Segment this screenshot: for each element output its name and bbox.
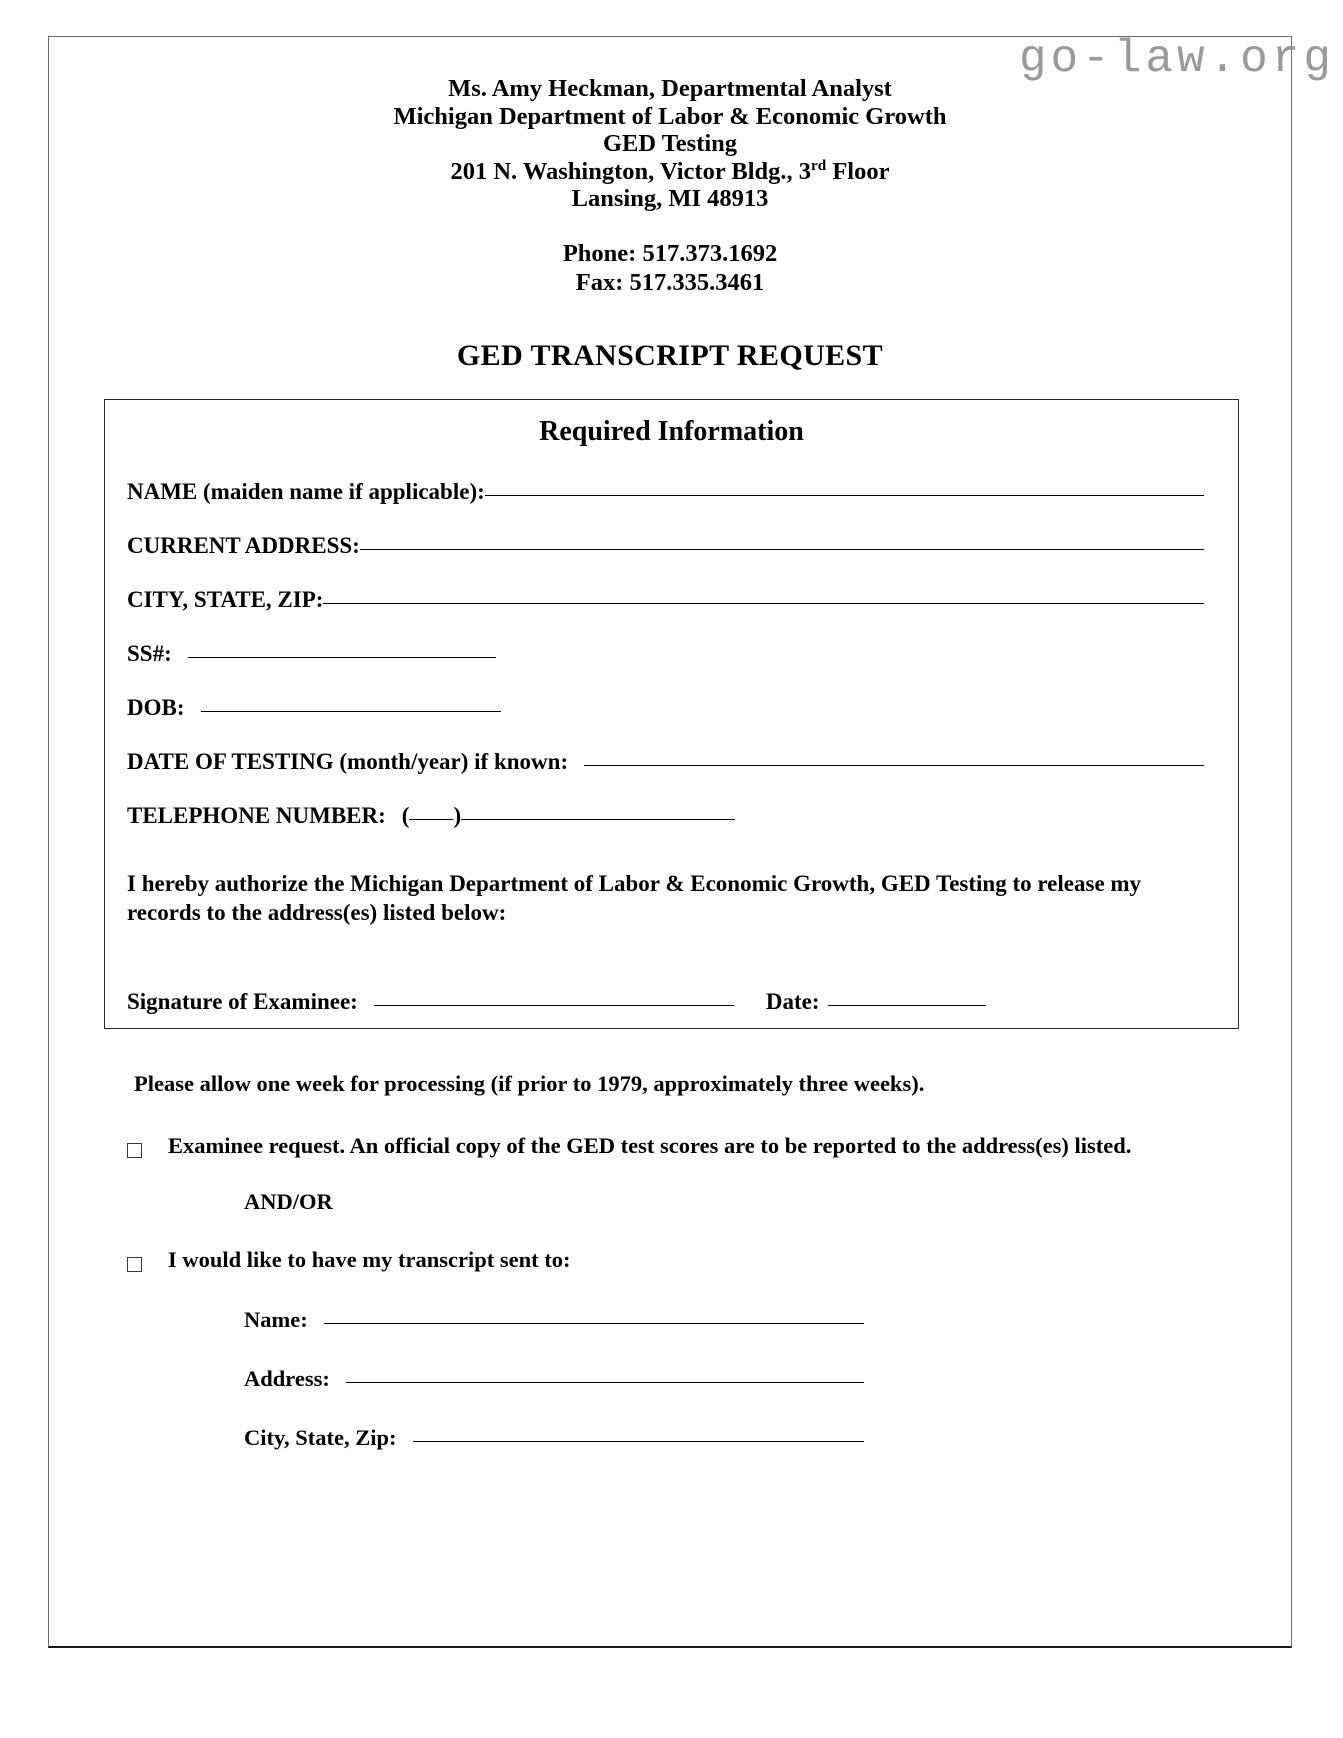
field-input-current-address[interactable] [360, 548, 1204, 550]
field-label-name: NAME (maiden name if applicable): [127, 478, 485, 504]
field-input-telephone[interactable] [461, 818, 735, 820]
field-label-ssn: SS#: [127, 640, 172, 666]
field-row-telephone [127, 803, 1204, 829]
field-input-date-of-testing[interactable] [584, 764, 1204, 766]
recipient-row-name [244, 1307, 864, 1333]
date-label: Date: [765, 988, 820, 1014]
field-row-current-address [127, 533, 1204, 559]
checkbox-icon-examinee-request[interactable] [127, 1143, 142, 1158]
street-address-prefix: 201 N. Washington, Victor Bldg., 3 [450, 157, 812, 185]
field-input-ssn[interactable] [188, 656, 496, 658]
field-label-city-state-zip: CITY, STATE, ZIP: [127, 586, 324, 612]
field-row-name [127, 479, 1204, 505]
field-input-area-code[interactable] [409, 818, 453, 820]
letterhead-line-department: Michigan Department of Labor & Economic Growth [393, 102, 947, 130]
recipient-input-name[interactable] [324, 1322, 864, 1324]
recipient-input-address[interactable] [346, 1381, 864, 1383]
field-label-dob: DOB: [127, 694, 185, 720]
recipient-row-address [244, 1366, 864, 1392]
field-input-city-state-zip[interactable] [323, 602, 1204, 604]
page-title: GED TRANSCRIPT REQUEST [456, 338, 884, 372]
field-label-current-address: CURRENT ADDRESS: [127, 532, 360, 558]
signature-row [127, 989, 1238, 1015]
field-input-name[interactable] [485, 494, 1204, 496]
signature-label: Signature of Examinee: [127, 988, 358, 1014]
recipient-label-address: Address: [244, 1365, 330, 1391]
recipient-input-city-state-zip[interactable] [413, 1440, 864, 1442]
contact-fax: Fax: 517.335.3461 [575, 268, 765, 296]
field-label-telephone: TELEPHONE NUMBER: [127, 802, 386, 828]
field-row-ssn [127, 641, 1204, 667]
telephone-area-close-paren: ) [453, 802, 462, 828]
recipient-row-city-state-zip [244, 1425, 864, 1451]
authorization-statement: I hereby authorize the Michigan Department of Labor & Economic Growth, GED Testing to release my records to the address(es) listed below: [127, 870, 1142, 925]
letterhead-line-division: GED Testing [602, 130, 738, 157]
field-input-dob[interactable] [201, 710, 501, 712]
page-sheet [48, 36, 1292, 1648]
letterhead-line-contact-name: Ms. Amy Heckman, Departmental Analyst [448, 75, 892, 102]
required-information-heading: Required Information [539, 415, 804, 447]
letterhead-line-city-state-zip: Lansing, MI 48913 [571, 185, 769, 212]
street-address-suffix: Floor [826, 157, 890, 185]
contact-phone: Phone: 517.373.1692 [562, 239, 778, 267]
watermark-go-law-org: go-law.org [1018, 33, 1335, 85]
option-examinee-request[interactable] [127, 1131, 1291, 1161]
letterhead-line-street-address [49, 158, 1291, 186]
field-row-dob [127, 695, 1204, 721]
contact-block [49, 239, 1291, 297]
street-address-ordinal: rd [811, 156, 827, 174]
option-send-transcript[interactable] [127, 1245, 1291, 1275]
page-content [49, 37, 1291, 1646]
required-fields-list [105, 479, 1238, 829]
field-row-city-state-zip [127, 587, 1204, 613]
recipient-label-name: Name: [244, 1306, 308, 1332]
option-examinee-request-label: Examinee request. An official copy of the GED test scores are to be reported to the address(es) listed. [168, 1132, 1132, 1158]
recipient-label-city-state-zip: City, State, Zip: [244, 1424, 397, 1450]
field-input-signature[interactable] [374, 1004, 734, 1006]
checkbox-icon-send-transcript[interactable] [127, 1257, 142, 1272]
option-send-transcript-label: I would like to have my transcript sent to: [168, 1246, 571, 1272]
telephone-area-open-paren: ( [401, 802, 410, 828]
and-or-separator: AND/OR [244, 1188, 333, 1214]
field-input-date[interactable] [828, 1004, 986, 1006]
field-label-date-of-testing: DATE OF TESTING (month/year) if known: [127, 748, 569, 774]
required-information-box [104, 399, 1239, 1029]
processing-note: Please allow one week for processing (if prior to 1979, approximately three weeks). [134, 1070, 925, 1096]
field-row-date-of-testing [127, 749, 1204, 775]
